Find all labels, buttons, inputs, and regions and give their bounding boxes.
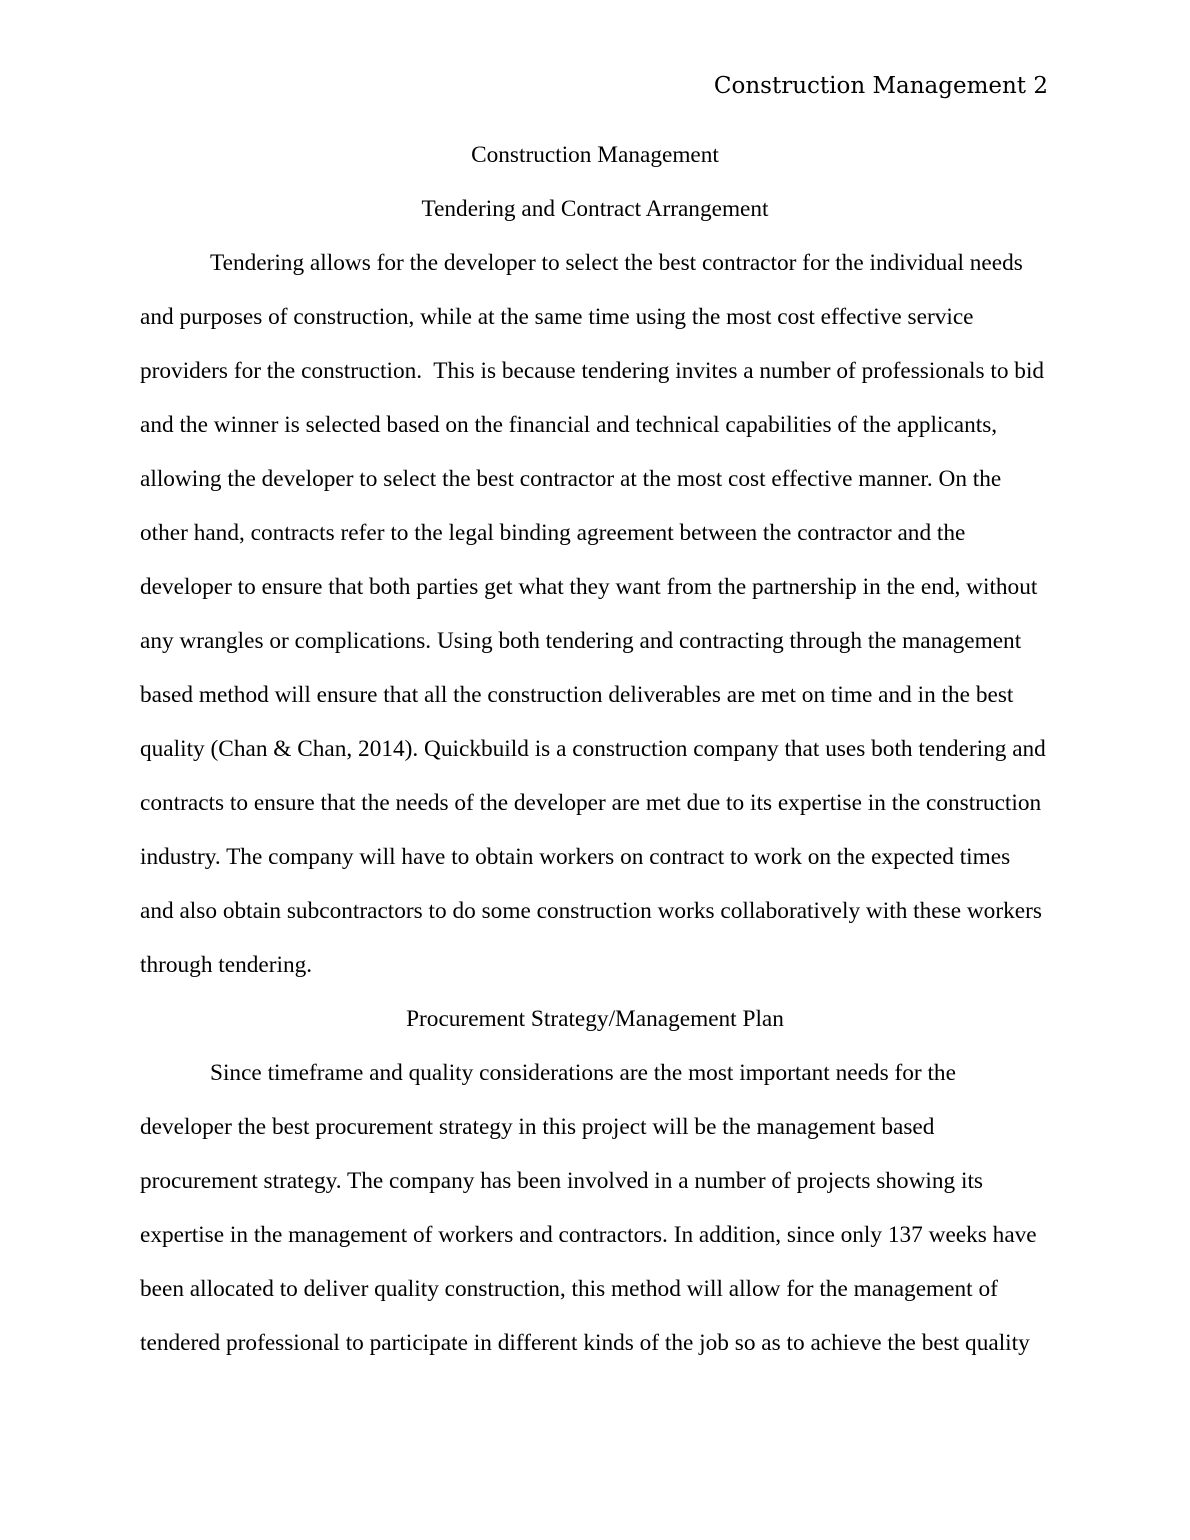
body-text-line: Tendering allows for the developer to select the best contractor for the individual needs (210, 250, 1023, 276)
body-text-line: contracts to ensure that the needs of the developer are met due to its expertise in the construction (140, 790, 1042, 816)
body-text-line: expertise in the management of workers and contractors. In addition, since only 137 weeks have (140, 1222, 1037, 1248)
body-text-line: any wrangles or complications. Using both tendering and contracting through the management (140, 628, 1022, 654)
body-text-line: industry. The company will have to obtain workers on contract to work on the expected times (140, 844, 1011, 870)
body-text-line: developer the best procurement strategy in this project will be the management based (140, 1114, 935, 1140)
body-text-line: and purposes of construction, while at the same time using the most cost effective service (140, 304, 974, 330)
body-text-line: and the winner is selected based on the financial and technical capabilities of the applicants, (140, 412, 998, 438)
body-text-line: Since timeframe and quality considerations are the most important needs for the (210, 1060, 956, 1086)
body-text-line: and also obtain subcontractors to do some construction works collaboratively with these workers (140, 898, 1042, 924)
heading-line: Tendering and Contract Arrangement (421, 196, 769, 222)
body-text-line: quality (Chan & Chan, 2014). Quickbuild is a construction company that uses both tendering and (140, 736, 1046, 762)
body-text-line: providers for the construction. This is because tendering invites a number of professionals to bid (140, 358, 1045, 384)
body-text-line: procurement strategy. The company has been involved in a number of projects showing its (140, 1168, 983, 1194)
body-text-line: developer to ensure that both parties get what they want from the partnership in the end, without (140, 574, 1038, 600)
body-text-line: allowing the developer to select the best contractor at the most cost effective manner. On the (140, 466, 1002, 492)
body-text-line: tendered professional to participate in different kinds of the job so as to achieve the best quality (140, 1330, 1030, 1356)
body-text-line: based method will ensure that all the construction deliverables are met on time and in the best (140, 682, 1014, 708)
body-text-line: been allocated to deliver quality construction, this method will allow for the management of (140, 1276, 998, 1302)
body-text-line: other hand, contracts refer to the legal binding agreement between the contractor and the (140, 520, 966, 546)
running-head: Construction Management 2 (713, 73, 1048, 99)
heading-line: Procurement Strategy/Management Plan (406, 1006, 784, 1032)
document-body (140, 128, 1050, 1370)
heading-line: Construction Management (471, 142, 719, 168)
body-text-line: through tendering. (140, 952, 313, 978)
